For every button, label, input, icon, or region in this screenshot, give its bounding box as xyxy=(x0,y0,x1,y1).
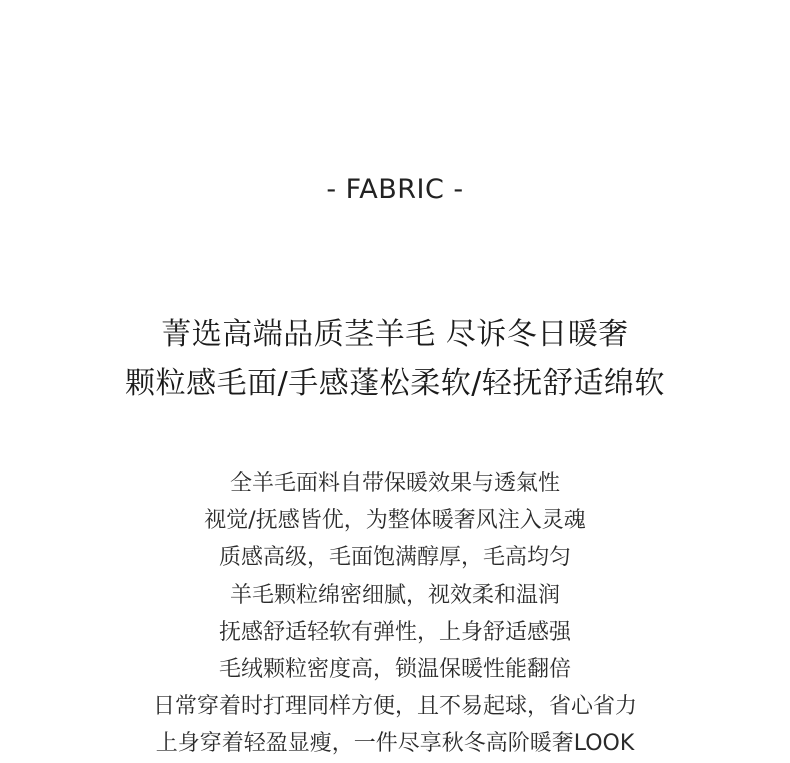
feature-line: 上身穿着轻盈显瘦，一件尽享秋冬高阶暖奢LOOK xyxy=(155,731,635,757)
headline-line-1: 菁选高端品质茎羊毛 尽诉冬日暖奢 xyxy=(161,317,629,352)
feature-line: 日常穿着时打理同样方便，且不易起球，省心省力 xyxy=(152,694,637,720)
section-title: - FABRIC - xyxy=(326,174,464,205)
feature-line: 羊毛颗粒绵密细腻，视效柔和温润 xyxy=(229,582,560,608)
feature-line: 毛绒颗粒密度高，锁温保暖性能翻倍 xyxy=(218,657,571,683)
feature-description-list xyxy=(0,465,790,763)
feature-line: 抚感舒适轻软有弹性，上身舒适感强 xyxy=(218,619,571,645)
feature-line: 视觉/抚感皆优，为整体暖奢风注入灵魂 xyxy=(204,508,586,534)
headline-line-2: 颗粒感毛面/手感蓬松柔软/轻抚舒适绵软 xyxy=(125,366,665,401)
feature-line: 全羊毛面料自带保暖效果与透氣性 xyxy=(229,471,560,496)
feature-line: 质感高级，毛面饱满醇厚，毛高均匀 xyxy=(218,545,571,571)
